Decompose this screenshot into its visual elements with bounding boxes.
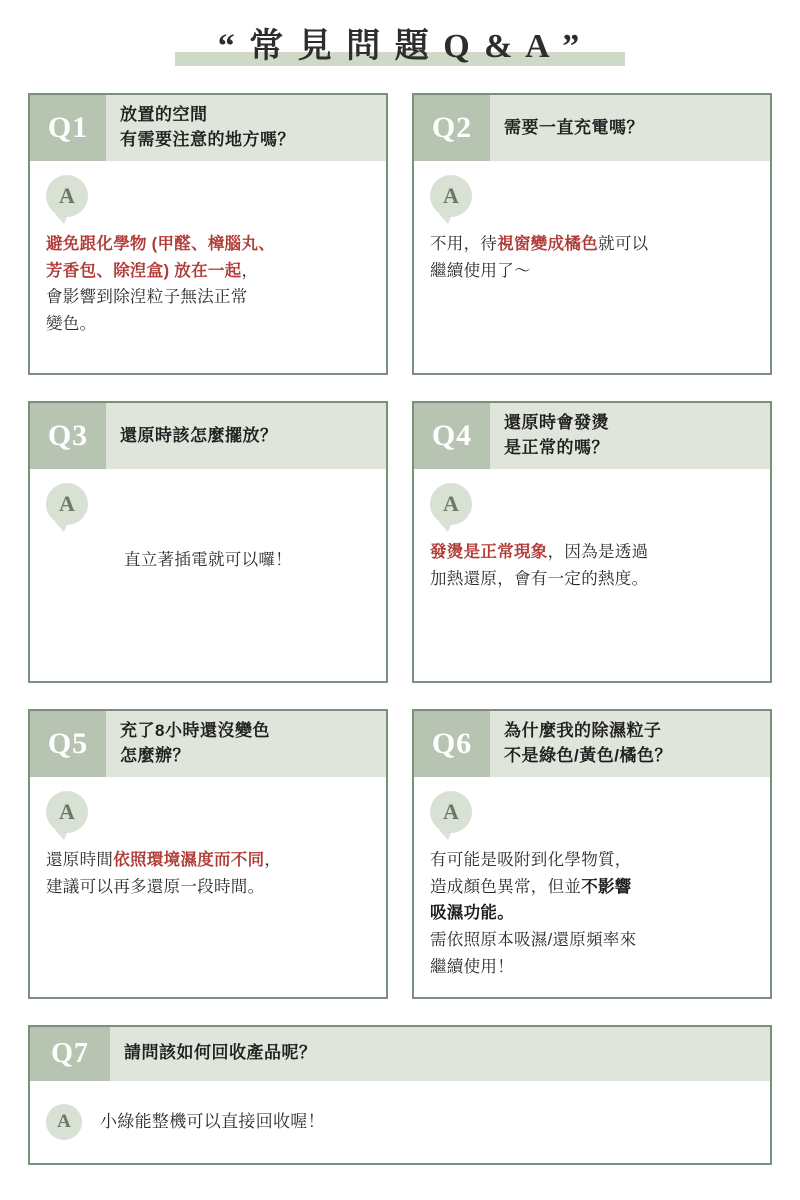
answer-part: ， (241, 261, 259, 280)
faq-card-q4 (412, 401, 772, 683)
answer-bubble-icon: A (430, 175, 472, 217)
question-tag: Q5 (30, 711, 106, 777)
answer-part: 建議可以再多還原一段時間。 (46, 877, 265, 896)
question-line: 放置的空間 (120, 105, 208, 125)
answer-part: 避免跟化學物 (甲醛、樟腦丸、 (46, 235, 276, 253)
question-header (414, 711, 770, 777)
answer-part: ，因為是透過 (547, 543, 649, 561)
question-text (110, 1027, 770, 1081)
answer-body (414, 469, 770, 681)
answer-body (30, 161, 386, 373)
question-tag: Q6 (414, 711, 490, 777)
question-text (106, 95, 386, 161)
answer-part: 芳香包、除湼盒) 放在一起 (46, 261, 242, 280)
answer-bubble-icon: A (430, 483, 472, 525)
question-header (30, 711, 386, 777)
answer-body (414, 777, 770, 997)
answer-part: 視窗變成橘色 (497, 235, 599, 253)
answer-part: 就可以 (598, 235, 649, 253)
question-text (490, 403, 770, 469)
answer-part: 需依照原本吸濕/還原頻率來 (430, 931, 637, 950)
page-title: “ 常 見 問 題 Q & A ” (217, 28, 583, 65)
answer-body (30, 1081, 770, 1163)
question-tag: Q2 (414, 95, 490, 161)
question-header (30, 1027, 770, 1081)
answer-part: 不用，待 (430, 235, 498, 253)
question-line: 為什麼我的除濕粒子 (504, 721, 662, 741)
question-text (490, 711, 770, 777)
page-header (0, 0, 800, 67)
answer-bubble-icon: A (46, 1104, 82, 1140)
question-line: 還原時會發燙 (504, 413, 609, 433)
question-header (30, 95, 386, 161)
faq-card-q7 (28, 1025, 772, 1165)
question-text (106, 711, 386, 777)
question-line: 請問該如何回收產品呢？ (124, 1043, 317, 1063)
faq-card-q1 (28, 93, 388, 375)
answer-body (30, 777, 386, 997)
question-line: 不是綠色/黃色/橘色？ (504, 746, 672, 765)
answer-part: 發燙是正常現象 (430, 543, 548, 561)
answer-bubble-icon: A (46, 791, 88, 833)
question-line: 充了8小時還沒變色 (120, 721, 270, 741)
faq-card-q3 (28, 401, 388, 683)
question-text (490, 95, 770, 161)
answer-text: 小綠能整機可以直接回收喔！ (100, 1111, 325, 1131)
faq-card-q2 (412, 93, 772, 375)
question-header (414, 403, 770, 469)
answer-part: 變色。 (46, 315, 97, 334)
question-line: 是正常的嗎？ (504, 438, 609, 457)
question-tag: Q1 (30, 95, 106, 161)
answer-body (414, 161, 770, 373)
answer-text: 直立著插電就可以囉！ (124, 551, 292, 569)
answer-bubble-icon: A (46, 175, 88, 217)
answer-part: 不影響 (581, 877, 632, 896)
question-tag: Q7 (30, 1027, 110, 1081)
answer-text (430, 539, 754, 592)
answer-part: 繼續使用了～ (430, 261, 531, 280)
faq-grid (28, 93, 772, 1165)
answer-text (46, 231, 370, 338)
answer-part: 會影響到除湼粒子無法正常 (46, 288, 248, 307)
faq-card-q5 (28, 709, 388, 999)
question-tag: Q3 (30, 403, 106, 469)
question-line: 有需要注意的地方嗎？ (120, 130, 295, 149)
question-header (414, 95, 770, 161)
answer-text (46, 847, 370, 900)
answer-part: ， (264, 851, 282, 869)
answer-part: 造成顏色異常，但並 (430, 877, 582, 896)
answer-text (430, 847, 754, 981)
question-line: 需要一直充電嗎？ (504, 117, 644, 137)
faq-card-q6 (412, 709, 772, 999)
answer-part: 還原時間 (46, 851, 114, 869)
answer-part: 吸濕功能。 (430, 904, 514, 923)
answer-part: 繼續使用！ (430, 957, 514, 976)
question-text (106, 403, 386, 469)
answer-text (430, 231, 754, 284)
question-header (30, 403, 386, 469)
answer-bubble-icon: A (46, 483, 88, 525)
answer-bubble-icon: A (430, 791, 472, 833)
question-tag: Q4 (414, 403, 490, 469)
answer-part: 有可能是吸附到化學物質， (430, 851, 632, 869)
question-line: 怎麼辦？ (120, 746, 190, 765)
answer-part: 依照環境濕度而不同 (113, 851, 265, 869)
answer-part: 加熱還原，會有一定的熱度。 (430, 569, 649, 588)
question-line: 還原時該怎麼擺放？ (120, 425, 278, 445)
answer-body (30, 469, 386, 681)
